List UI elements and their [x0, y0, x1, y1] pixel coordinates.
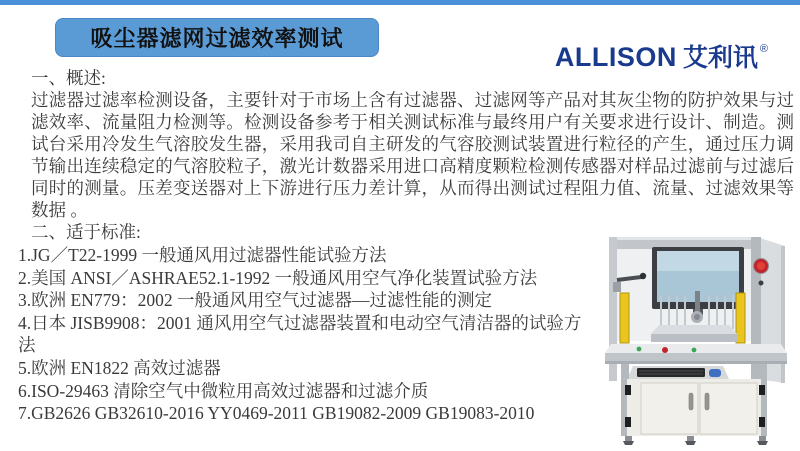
brand-logo-cn: 艾利讯: [682, 44, 758, 72]
standard-item: 7.GB2626 GB32610-2016 YY0469-2011 GB19082-2009 GB19083-2010: [18, 403, 535, 424]
top-accent-bar: [0, 0, 800, 5]
sample-stage: [651, 325, 737, 342]
registered-trademark-symbol: ®: [759, 43, 768, 55]
standard-item: 6.ISO-29463 清除空气中微粒用高效过滤器和过滤介质: [18, 380, 429, 401]
standards-list: [18, 244, 590, 425]
page-title-text: 吸尘器滤网过滤效率测试: [90, 26, 344, 51]
standard-item: 4.日本 JISB9908：2001 通风用空气过滤器装置和电动空气清洁器的试验方法: [18, 312, 582, 356]
standards-heading: 二、适于标准:: [31, 222, 141, 242]
machine-worktable: [605, 344, 787, 364]
standard-item: 5.欧洲 EN1822 高效过滤器: [18, 357, 221, 378]
overview-heading: 一、概述:: [31, 68, 106, 88]
overview-paragraph: 过滤器过滤率检测设备，主要针对于市场上含有过滤器、过滤网等产品对其灰尘物的防护效果与过滤效率、流量阻力检测等。检测设备参考于相关测试标准与最终用户有关要求进行设计、制造。测试台采用冷发生气溶胶发生器，采用我司自主研发的气容胶测试装置进行粒径的产生，通过压力调节输出连续稳定的气溶胶粒子，激光计数器采用进口高精度颗粒检测传感器对样品过滤前与过滤后同时的测量。压差变送器对上下游进行压力差计算，从而得出测试过程阻力值、流量、过滤效果等数据 。: [31, 90, 794, 220]
standard-item: 3.欧洲 EN779：2002 一般通风用空气过滤器—过滤性能的测定: [18, 290, 492, 311]
standard-item: 2.美国 ANSI／ASHRAE52.1-1992 一般通风用空气净化装置试验方法: [18, 267, 538, 288]
standard-item: 1.JG／T22-1999 一般通风用过滤器性能试验方法: [18, 245, 387, 265]
filter-test-machine-image: [597, 233, 797, 446]
brand-logo-en: ALLISON: [554, 42, 677, 72]
page-title: [55, 18, 379, 57]
keyboard-tray: [627, 366, 729, 379]
